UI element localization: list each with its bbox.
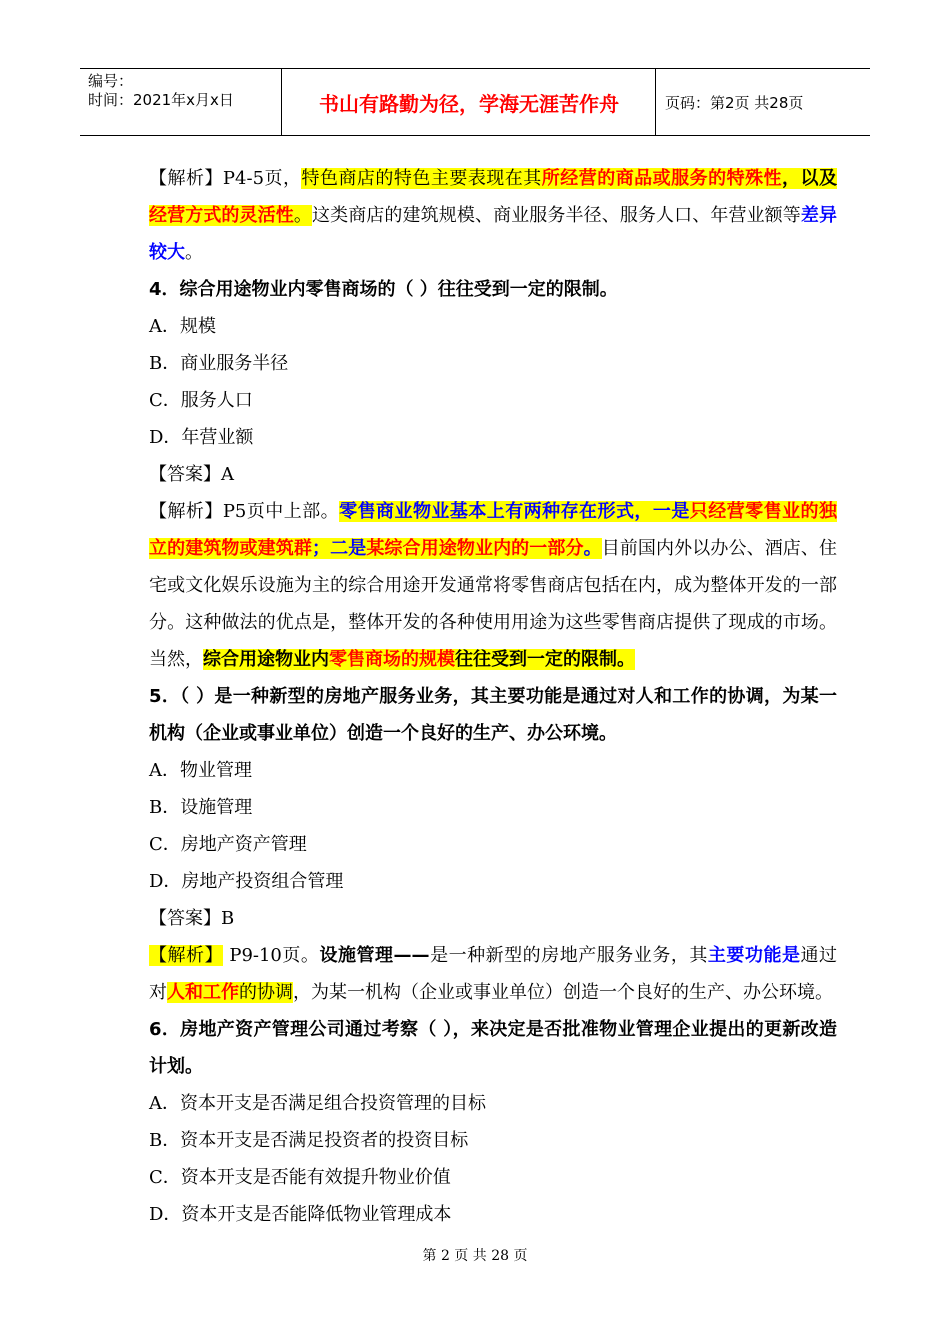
q5-option-a: A．物业管理 <box>149 760 252 781</box>
q6-option-a: A．资本开支是否满足组合投资管理的目标 <box>149 1093 486 1114</box>
q4-option-b: B．商业服务半径 <box>149 353 289 374</box>
q6-option-d: D．资本开支是否能降低物业管理成本 <box>149 1204 452 1225</box>
q4-analysis: 【解析】P5页中上部。零售商业物业基本上有两种存在形式，一是只经营零售业的独立的建筑物或建筑群；二是某综合用途物业内的一部分。目前国内外以办公、酒店、住宅或文化娱乐设施为主的综合用途开发通常将零售商店包括在内，成为整体开发的一部分。这种做法的优点是，整体开发的各种使用用途为这些零售商店提供了现成的市场。当然，综合用途物业内零售商场的规模往往受到一定的限制。 <box>149 501 838 670</box>
q5-answer: 【答案】B <box>149 908 235 929</box>
header-time: 时间：2021年x月x日 <box>88 91 234 109</box>
q4-option-d: D．年营业额 <box>149 427 254 448</box>
document-body <box>113 160 837 1233</box>
analysis-q3: 【解析】P4-5页，特色商店的特色主要表现在其所经营的商品或服务的特殊性，以及经营方式的灵活性。这类商店的建筑规模、商业服务半径、服务人口、年营业额等差异较大。 <box>149 168 838 263</box>
q5-option-c: C．房地产资产管理 <box>149 834 307 855</box>
q6-option-c: C．资本开支是否能有效提升物业价值 <box>149 1167 451 1188</box>
q4-option-a: A．规模 <box>149 316 216 337</box>
question-5: 5．（ ）是一种新型的房地产服务业务，其主要功能是通过对人和工作的协调，为某一机构（企业或事业单位）创造一个良好的生产、办公环境。 <box>149 686 837 744</box>
page-footer: 第 2 页 共 28 页 <box>422 1248 528 1264</box>
header-page-code: 页码：第2页 共28页 <box>665 93 804 112</box>
page-header <box>80 68 870 136</box>
q5-option-d: D．房地产投资组合管理 <box>149 871 344 892</box>
q4-answer: 【答案】A <box>149 464 234 485</box>
header-meta <box>80 69 282 135</box>
question-4: 4．综合用途物业内零售商场的（ ）往往受到一定的限制。 <box>149 279 618 300</box>
question-6: 6．房地产资产管理公司通过考察（ ），来决定是否批准物业管理企业提出的更新改造计划。 <box>149 1019 837 1077</box>
q5-analysis: 【解析】 P9-10页。设施管理——是一种新型的房地产服务业务，其主要功能是通过对人和工作的协调，为某一机构（企业或事业单位）创造一个良好的生产、办公环境。 <box>149 945 838 1003</box>
header-number: 编号： <box>88 72 134 90</box>
q4-option-c: C．服务人口 <box>149 390 253 411</box>
q5-option-b: B．设施管理 <box>149 797 253 818</box>
q6-option-b: B．资本开支是否满足投资者的投资目标 <box>149 1130 469 1151</box>
header-motto: 书山有路勤为径，学海无涯苦作舟 <box>283 69 656 135</box>
